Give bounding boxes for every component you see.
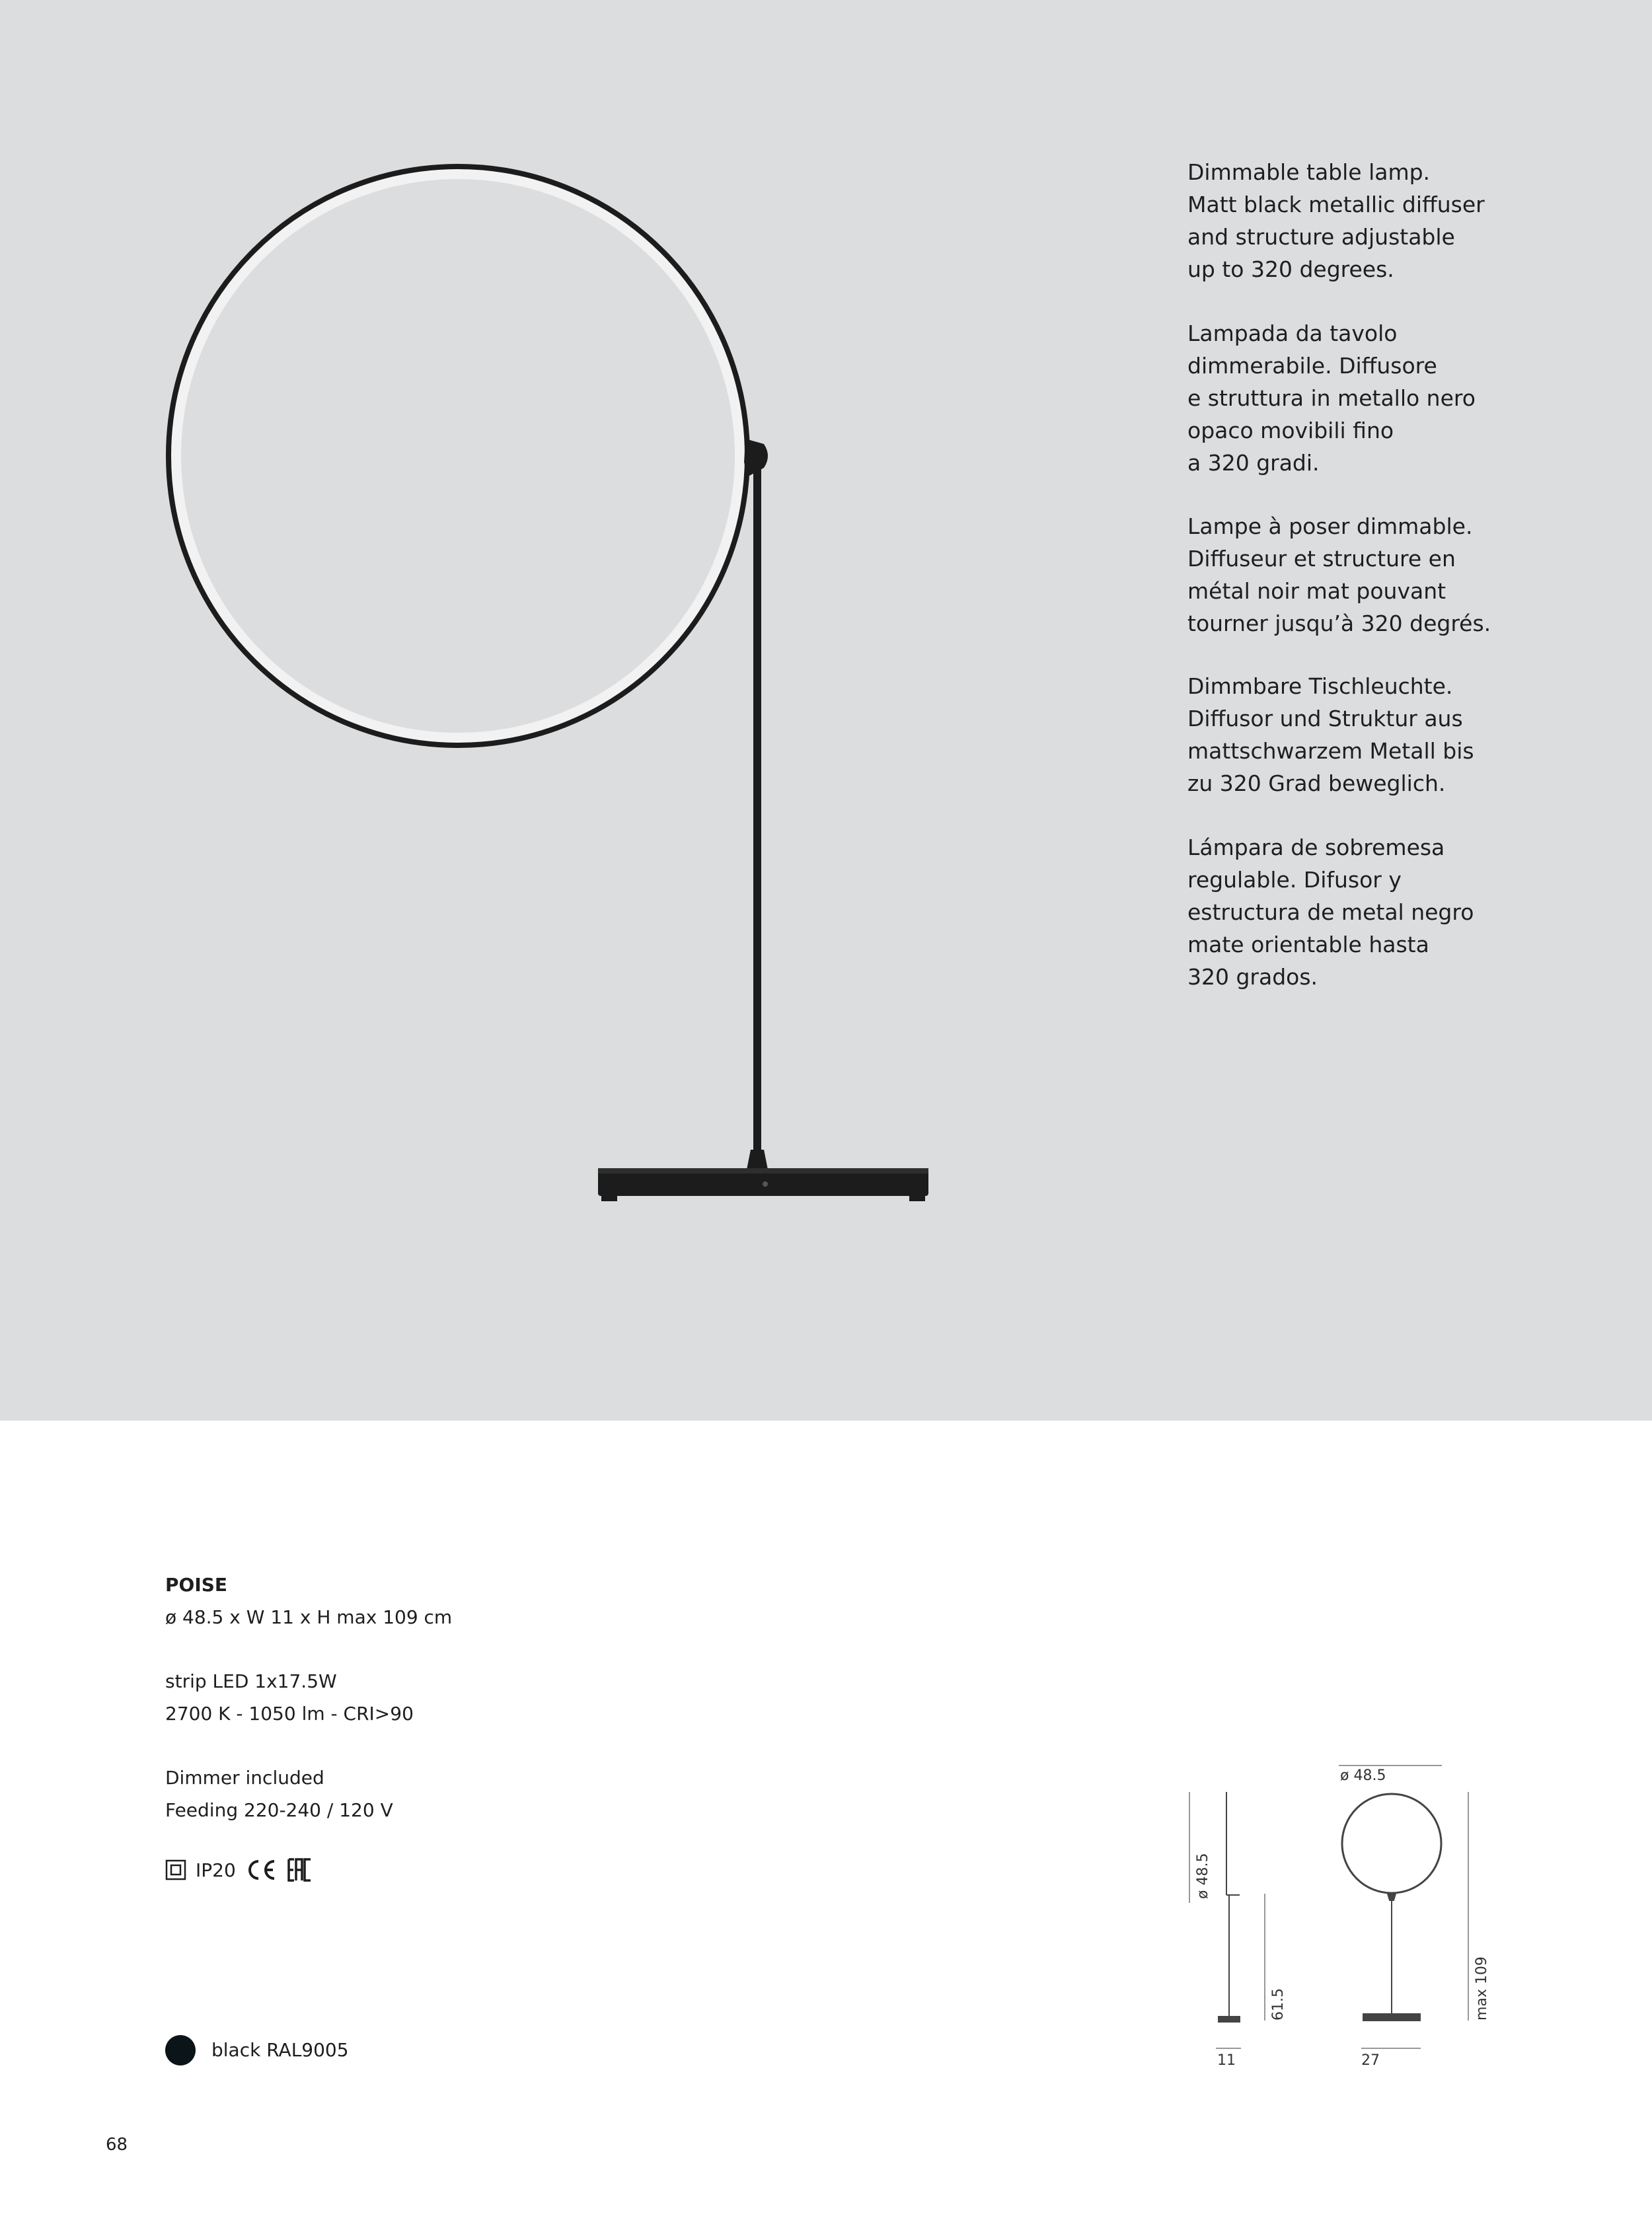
description-it: Lampada da tavolo dimmerabile. Diffusore e struttura in metallo nero opaco movibili fino a 320 gradi. [1187, 320, 1476, 476]
description-fr: Lampe à poser dimmable. Diffuseur et structure en métal noir mat pouvant tourner jusqu’à 320 degrés. [1187, 513, 1491, 636]
finish-label: black RAL9005 [211, 2039, 349, 2061]
front-height-label: max 109 [1474, 1956, 1490, 2021]
page-number: 68 [106, 2135, 128, 2155]
side-view [1189, 1792, 1265, 2048]
product-name: POISE [165, 1574, 228, 1596]
description-es: Lámpara de sobremesa regulable. Difusor y estructura de metal negro mate orientable hasta 320 grados. [1187, 835, 1474, 990]
side-width-label: 11 [1217, 2052, 1236, 2069]
electrical-specs: Dimmer included Feeding 220-240 / 120 V [165, 1767, 393, 1821]
side-diameter-label: ø 48.5 [1195, 1853, 1211, 1899]
ip-rating: IP20 [196, 1859, 236, 1881]
description-de: Dimmbare Tischleuchte. Diffusor und Struktur aus mattschwarzem Metall bis zu 320 Grad beweglich. [1187, 673, 1474, 796]
side-height-label: 61.5 [1270, 1988, 1287, 2021]
product-dimensions: ø 48.5 x W 11 x H max 109 cm [165, 1606, 453, 1628]
description-en: Dimmable table lamp. Matt black metallic diffuser and structure adjustable up to 320 degrees. [1187, 159, 1485, 282]
light-source-specs: strip LED 1x17.5W 2700 K - 1050 lm - CRI>90 [165, 1670, 414, 1725]
front-view [1339, 1765, 1468, 2048]
front-diameter-label: ø 48.5 [1340, 1767, 1386, 1784]
front-width-label: 27 [1361, 2052, 1380, 2069]
